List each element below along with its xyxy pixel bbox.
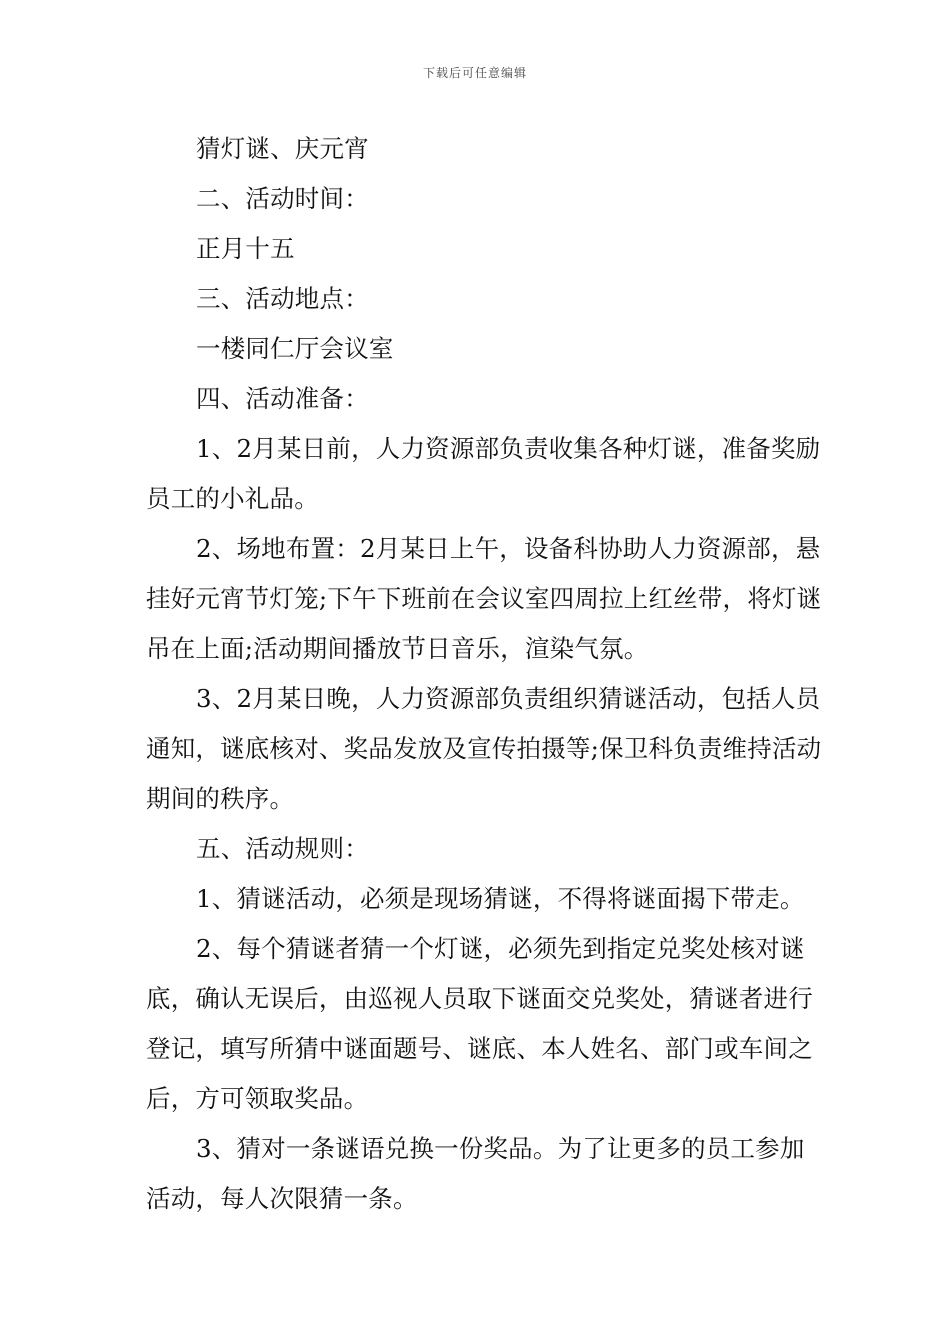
document-body [146,124,826,1224]
paragraph-location: 一楼同仁厅会议室 [196,334,394,363]
paragraph-rule-2: 2、每个猜谜者猜一个灯谜，必须先到指定兑奖处核对谜底，确认无误后，由巡视人员取下谜面交兑奖处，猜谜者进行登记，填写所猜中谜面题号、谜底、本人姓名、部门或车间之后，方可领取奖品。 [146,934,813,1113]
paragraph-preparation-2: 2、场地布置：2月某日上午，设备科协助人力资源部，悬挂好元宵节灯笼;下午下班前在会议室四周拉上红丝带，将灯谜吊在上面;活动期间播放节日音乐，渲染气氛。 [146,534,822,663]
heading-activity-time: 二、活动时间： [196,184,369,213]
paragraph-rule-1: 1、猜谜活动，必须是现场猜谜，不得将谜面揭下带走。 [196,884,805,913]
paragraph-preparation-1: 1、2月某日前，人力资源部负责收集各种灯谜，准备奖励员工的小礼品。 [146,434,821,513]
paragraph-rule-3: 3、猜对一条谜语兑换一份奖品。为了让更多的员工参加活动，每人次限猜一条。 [146,1134,805,1213]
heading-activity-rules: 五、活动规则： [196,834,369,863]
page-header: 下载后可任意编辑 [422,66,527,80]
paragraph-time: 正月十五 [196,234,295,263]
paragraph-theme: 猜灯谜、庆元宵 [196,134,369,163]
heading-activity-location: 三、活动地点： [196,284,369,313]
heading-activity-preparation: 四、活动准备： [196,384,369,413]
paragraph-preparation-3: 3、2月某日晚，人力资源部负责组织猜谜活动，包括人员通知，谜底核对、奖品发放及宣传拍摄等;保卫科负责维持活动期间的秩序。 [146,684,822,813]
